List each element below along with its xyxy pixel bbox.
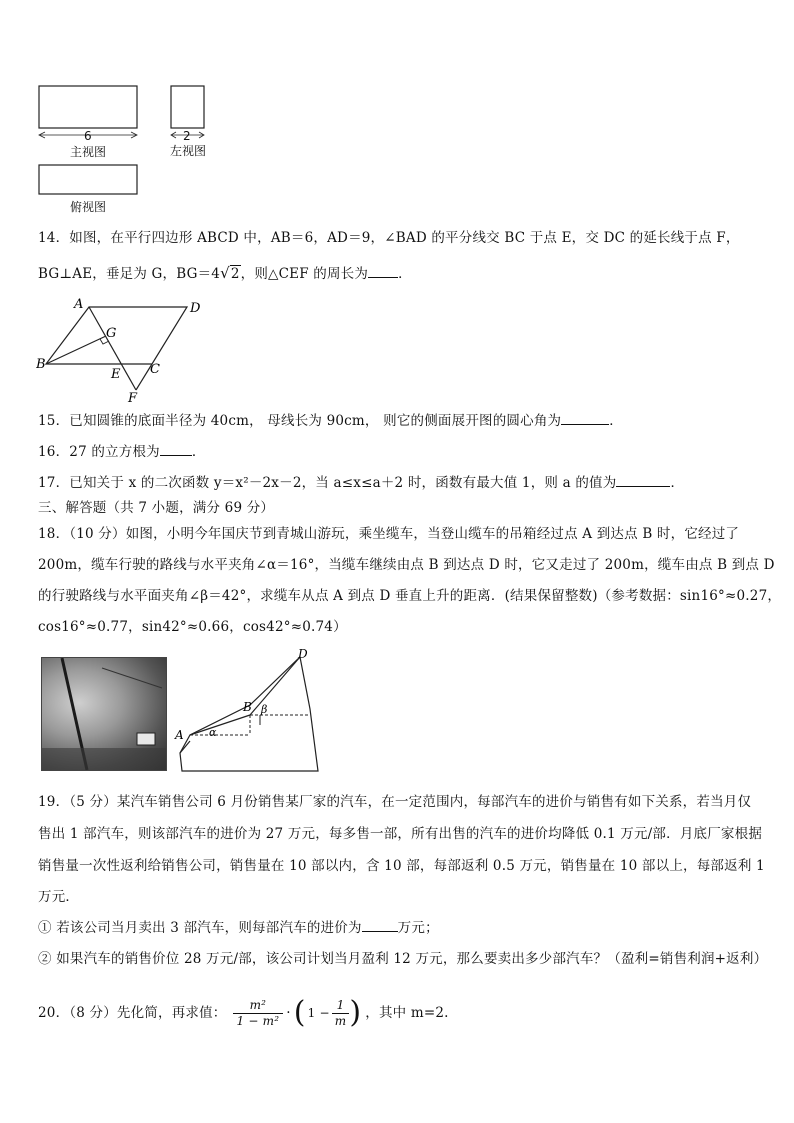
q16-text — [38, 441, 206, 462]
label-alpha: α — [209, 726, 217, 739]
q19-sub1 — [38, 917, 439, 938]
q15-prompt: 15．已知圆锥的底面半径为 40cm， 母线长为 90cm， 则它的侧面展开图的圆心角为 — [38, 413, 562, 429]
sqrt-radicand: 2 — [230, 266, 240, 282]
side-view-width-label: 2 — [183, 129, 191, 143]
label-C: C — [150, 362, 160, 377]
q20-line — [38, 995, 449, 1031]
multiply-dot: · — [286, 1005, 291, 1021]
q17-answer-blank[interactable] — [616, 472, 670, 487]
q15-answer-blank[interactable] — [561, 410, 609, 425]
q14-line2-part-a: BG⊥AE，垂足为 G，BG＝4 — [38, 266, 221, 282]
q14-line2 — [38, 263, 412, 284]
q18-line2: 200m，缆车行驶的路线与水平夹角∠α＝16°，当缆车继续由点 B 到达点 D 时，它又走过了 200m，缆车由点 B 到点 D — [38, 557, 775, 573]
label-B: B — [36, 357, 46, 372]
q19-sub1-unit: 万元； — [397, 920, 439, 936]
label-A: A — [74, 298, 84, 312]
q17-end: ． — [670, 475, 685, 491]
parallelogram-diagram — [36, 298, 216, 408]
sqrt-symbol: √ — [220, 264, 230, 282]
cable-car-diagram — [172, 645, 332, 775]
q16-end: ． — [191, 444, 206, 460]
fraction-2-numerator: 1 — [336, 997, 345, 1012]
side-view-caption: 左视图 — [170, 144, 207, 158]
front-view-width-label: 6 — [84, 129, 92, 143]
label-G: G — [106, 326, 117, 341]
label-A-cable: A — [175, 728, 184, 742]
q15-text — [38, 410, 623, 431]
front-view-caption: 主视图 — [70, 145, 107, 159]
q20-prefix: 20．（8 分）先化简，再求值： — [38, 1005, 227, 1021]
top-view-figure — [38, 164, 140, 196]
section-heading: 三、解答题（共 7 小题，满分 69 分） — [38, 500, 275, 516]
q19-line2: 售出 1 部汽车，则该部汽车的进价为 27 万元，每多售一部，所有出售的汽车的进价均降低 0.1 万元/部．月底厂家根据 — [38, 826, 763, 842]
fraction-1-denominator: 1 − m² — [233, 1013, 284, 1029]
right-paren: ) — [349, 995, 362, 1030]
q20-suffix: ，其中 m=2. — [365, 1005, 449, 1021]
paren-one-minus: 1 − — [307, 1006, 330, 1020]
q19-sub1-answer-blank[interactable] — [362, 917, 398, 932]
q19-sub1-prompt: ① 若该公司当月卖出 3 部汽车，则每部汽车的进价为 — [38, 920, 362, 936]
fraction-2-denominator: m — [332, 1013, 350, 1029]
label-F: F — [128, 391, 138, 406]
q17-prompt: 17．已知关于 x 的二次函数 y＝x²－2x－2，当 a≤x≤a＋2 时，函数有最大值 1，则 a 的值为 — [38, 475, 617, 491]
label-B-cable: B — [243, 700, 252, 714]
q19-line3: 销售量一次性返利给销售公司，销售量在 10 部以内，含 10 部，每部返利 0.5 万元，销售量在 10 部以上，每部返利 1 — [38, 858, 765, 874]
cable-car-diagram-svg — [172, 645, 332, 775]
q18-line3: 的行驶路线与水平面夹角∠β＝42°，求缆车从点 A 到点 D 垂直上升的距离．(结果保留整数)（参考数据：sin16°≈0.27， — [38, 588, 782, 604]
q14-answer-blank[interactable] — [368, 263, 398, 278]
q18-line4: cos16°≈0.77，sin42°≈0.66，cos42°≈0.74） — [38, 619, 347, 635]
cable-car-photo-detail — [42, 658, 166, 770]
left-paren: ( — [293, 995, 306, 1030]
q16-answer-blank[interactable] — [160, 441, 192, 456]
label-beta: β — [261, 703, 268, 716]
q19-sub2: ② 如果汽车的销售价位 28 万元/部，该公司计划当月盈利 12 万元，那么要卖出多少部汽车？（盈利=销售利润+返利） — [38, 951, 768, 967]
q19-line4: 万元． — [38, 889, 80, 905]
q16-prompt: 16．27 的立方根为 — [38, 444, 160, 460]
label-E: E — [111, 367, 121, 382]
q14-line1: 14．如图，在平行四边形 ABCD 中，AB＝6，AD＝9，∠BAD 的平分线交 BC 于点 E，交 DC 的延长线于点 F， — [38, 230, 740, 246]
fraction-2 — [332, 998, 350, 1029]
label-D: D — [190, 301, 201, 316]
top-view-drawing — [38, 164, 140, 196]
cable-car-photo — [41, 657, 167, 771]
fraction-1 — [233, 998, 284, 1029]
parallelogram-figure — [36, 298, 216, 408]
q19-line1: 19．（5 分）某汽车销售公司 6 月份销售某厂家的汽车，在一定范围内，每部汽车的进价与销售有如下关系，若当月仅 — [38, 794, 752, 810]
q14-line2-end: ． — [398, 266, 412, 282]
q18-line1: 18．（10 分）如图，小明今年国庆节到青城山游玩，乘坐缆车，当登山缆车的吊箱经过点 A 到达点 B 时，它经过了 — [38, 526, 740, 542]
q17-text — [38, 472, 684, 493]
label-D-cable: D — [298, 647, 308, 661]
fraction-1-numerator: m² — [249, 997, 267, 1012]
top-view-caption: 俯视图 — [70, 200, 107, 214]
q15-end: ． — [609, 413, 623, 429]
q14-line2-part-b: ，则△CEF 的周长为 — [240, 266, 369, 282]
